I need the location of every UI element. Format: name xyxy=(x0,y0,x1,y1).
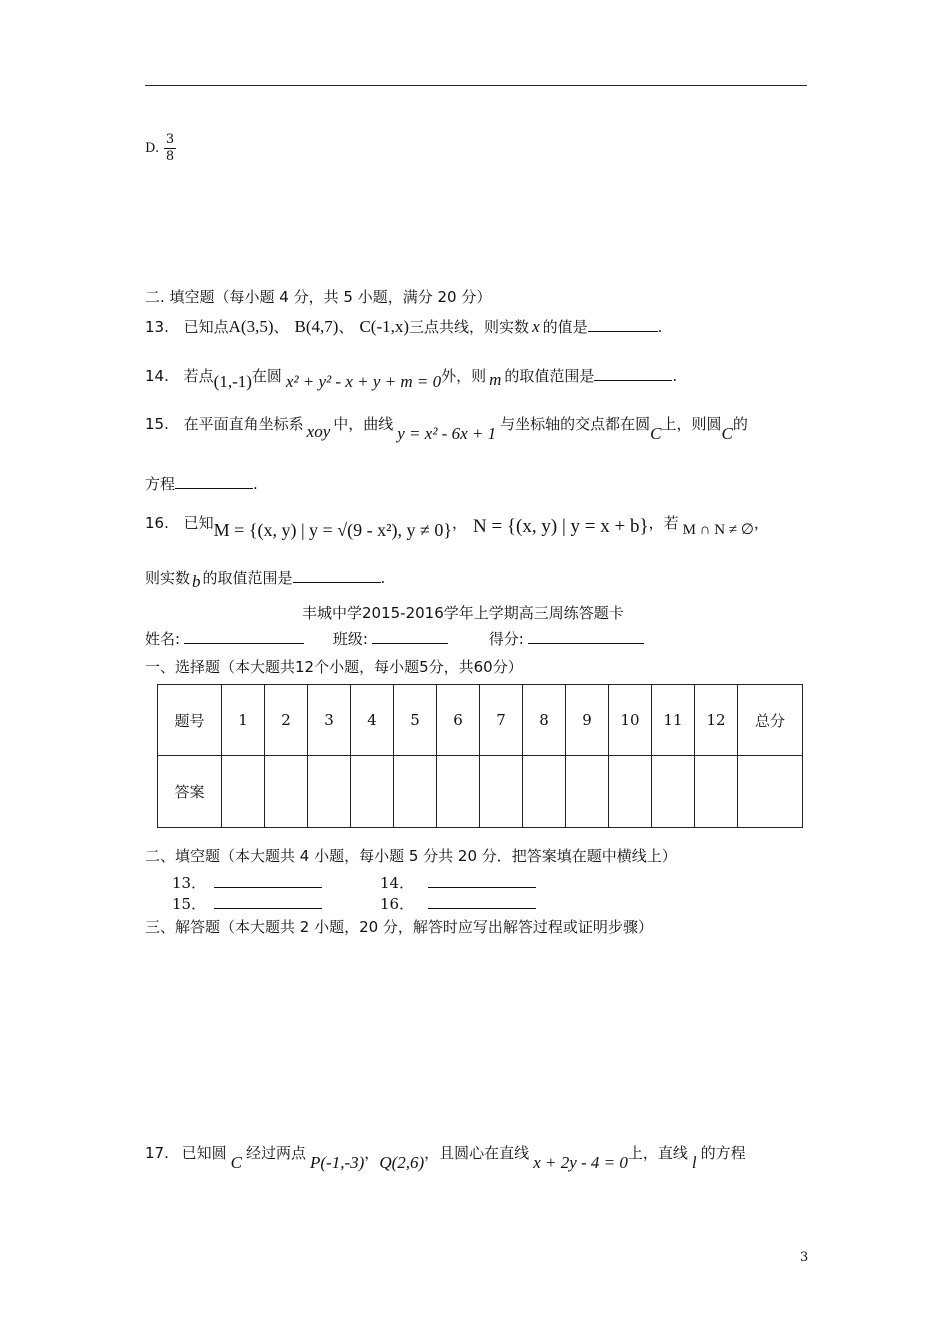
q17-circle-c: C xyxy=(230,1153,242,1172)
table-cell-number: 11 xyxy=(652,685,695,756)
q15-mid2: 与坐标轴的交点都在圆 xyxy=(500,415,651,433)
question-15 xyxy=(145,413,748,443)
q17-number: 17. xyxy=(145,1144,169,1162)
q16-number: 16. xyxy=(145,514,169,532)
q13-end: . xyxy=(657,318,663,336)
table-cell-number: 9 xyxy=(566,685,609,756)
table-cell-number: 2 xyxy=(265,685,308,756)
q14-mid: 在圆 xyxy=(251,367,282,385)
q13-post: 的值是 xyxy=(542,318,588,336)
table-cell-number: 1 xyxy=(222,685,265,756)
table-cell-total: 总分 xyxy=(738,685,803,756)
q16-var-b: b xyxy=(192,572,201,591)
q15-blank[interactable] xyxy=(175,474,253,489)
score-label: 得分: xyxy=(488,630,524,648)
q15-pre: 在平面直角坐标系 xyxy=(183,415,304,433)
table-cell-number: 4 xyxy=(351,685,394,756)
q14-equation: x² + y² - x + y + m = 0 xyxy=(285,372,442,391)
table-answer-row xyxy=(158,756,803,828)
answer-cell[interactable] xyxy=(222,756,265,828)
table-cell-number: 6 xyxy=(437,685,480,756)
table-cell-number: 10 xyxy=(609,685,652,756)
question-15-line2 xyxy=(145,473,258,494)
q15-end: . xyxy=(253,475,258,493)
q13-point-b: B(4,7) xyxy=(294,317,339,336)
answer-cell[interactable] xyxy=(480,756,523,828)
q16-comma3: ， xyxy=(753,514,769,532)
answer-table xyxy=(157,684,803,828)
q13-number: 13. xyxy=(145,318,169,336)
option-d-label: D. xyxy=(145,141,160,156)
q16-comma1: ， xyxy=(451,514,467,532)
blank-15-label: 15． xyxy=(172,895,207,913)
score-field[interactable] xyxy=(528,629,644,644)
question-16-line2 xyxy=(145,567,386,591)
question-17 xyxy=(145,1142,746,1172)
student-info-row xyxy=(145,628,644,649)
q16-blank[interactable] xyxy=(293,568,381,583)
q15-circle-c2: C xyxy=(721,424,733,443)
q15-xoy: xoy xyxy=(306,422,331,441)
q16-line2-pre: 则实数 xyxy=(145,569,191,587)
q17-pre: 已知圆 xyxy=(181,1144,227,1162)
q13-blank[interactable] xyxy=(588,317,658,332)
q13-sep2: 、 xyxy=(338,318,354,336)
q14-pre: 若点 xyxy=(183,367,214,385)
answer-cell[interactable] xyxy=(695,756,738,828)
blank-16-line[interactable] xyxy=(428,894,536,909)
q16-condition: M ∩ N ≠ ∅ xyxy=(682,522,754,538)
q15-mid: 中，曲线 xyxy=(333,415,394,433)
answer-cell[interactable] xyxy=(308,756,351,828)
q13-sep1: 、 xyxy=(273,318,289,336)
table-cell-number: 12 xyxy=(695,685,738,756)
q14-number: 14. xyxy=(145,367,169,385)
answer-cell[interactable] xyxy=(652,756,695,828)
table-cell-answer-label: 答案 xyxy=(158,756,222,828)
q14-mid2: 外，则 xyxy=(441,367,487,385)
answer-cell[interactable] xyxy=(566,756,609,828)
q14-var-m: m xyxy=(489,370,502,389)
blank-14 xyxy=(380,872,536,893)
answer-cell[interactable] xyxy=(437,756,480,828)
q17-mid3: 上，直线 xyxy=(627,1144,688,1162)
q16-end: . xyxy=(380,569,386,587)
fraction-denominator: 8 xyxy=(165,149,175,164)
answer-cell[interactable] xyxy=(609,756,652,828)
card-title: 丰城中学2015-2016学年上学期高三周练答题卡 xyxy=(302,604,624,622)
table-cell-question-label: 题号 xyxy=(158,685,222,756)
q17-mid2: ，且圆心在直线 xyxy=(424,1144,530,1162)
q17-comma: ， xyxy=(364,1144,380,1162)
header-rule xyxy=(145,85,807,86)
class-label: 班级: xyxy=(332,630,368,648)
blank-13 xyxy=(172,872,322,893)
section2-header: 二. 填空题（每小题 4 分，共 5 小题，满分 20 分） xyxy=(145,288,492,306)
blank-15-line[interactable] xyxy=(214,894,322,909)
answer-cell[interactable] xyxy=(351,756,394,828)
q16-line2-post: 的取值范围是 xyxy=(202,569,293,587)
name-label: 姓名: xyxy=(145,630,181,648)
fraction-numerator: 3 xyxy=(165,132,175,147)
blank-14-line[interactable] xyxy=(428,873,536,888)
q16-set-m: M = {(x, y) | y = √(9 - x²), y ≠ 0} xyxy=(213,520,452,540)
q17-point-q: Q(2,6) xyxy=(379,1153,425,1172)
blank-16-label: 16． xyxy=(380,895,415,913)
q15-circle-c1: C xyxy=(650,424,662,443)
blank-13-label: 13． xyxy=(172,874,207,892)
name-field[interactable] xyxy=(184,629,304,644)
q14-blank[interactable] xyxy=(594,366,672,381)
q13-var-x: x xyxy=(532,317,540,336)
q17-mid: 经过两点 xyxy=(246,1144,307,1162)
question-14 xyxy=(145,365,678,391)
q14-post: 的取值范围是 xyxy=(504,367,595,385)
q17-var-l: l xyxy=(691,1153,697,1172)
q16-set-n: N = {(x, y) | y = x + b} xyxy=(473,516,649,537)
q15-curve: y = x² - 6x + 1 xyxy=(397,424,497,443)
table-cell-number: 8 xyxy=(523,685,566,756)
table-cell-number: 3 xyxy=(308,685,351,756)
table-header-row xyxy=(158,685,803,756)
q17-line-eq: x + 2y - 4 = 0 xyxy=(533,1153,628,1172)
blank-13-line[interactable] xyxy=(214,873,322,888)
answer-cell[interactable] xyxy=(265,756,308,828)
table-cell-number: 7 xyxy=(480,685,523,756)
total-cell[interactable] xyxy=(738,756,803,828)
section3-card-header: 三、解答题（本大题共 2 小题，20 分，解答时应写出解答过程或证明步骤） xyxy=(145,918,653,936)
section2-card-header: 二、填空题（本大题共 4 小题，每小题 5 分共 20 分．把答案填在题中横线上） xyxy=(145,847,677,865)
q17-point-p: P(-1,-3) xyxy=(310,1153,365,1172)
q13-point-c: C(-1,x) xyxy=(359,317,410,336)
answer-cell[interactable] xyxy=(394,756,437,828)
q15-mid3: 上，则圆 xyxy=(661,415,722,433)
option-d xyxy=(145,132,176,165)
q13-point-a: A(3,5) xyxy=(228,317,274,336)
q15-line2-label: 方程 xyxy=(145,475,176,493)
q13-mid: 三点共线，则实数 xyxy=(409,318,530,336)
q14-end: . xyxy=(672,367,678,385)
section1-card-header: 一、选择题（本大题共12个小题，每小题5分，共60分） xyxy=(145,658,523,676)
class-field[interactable] xyxy=(372,629,448,644)
q16-pre: 已知 xyxy=(183,514,214,532)
question-16 xyxy=(145,512,769,540)
blank-15 xyxy=(172,893,322,914)
q15-post: 的 xyxy=(732,415,748,433)
blank-16 xyxy=(380,893,536,914)
blank-14-label: 14． xyxy=(380,874,415,892)
q14-point: (1,-1) xyxy=(213,372,252,391)
q16-comma2: ，若 xyxy=(648,514,679,532)
answer-cell[interactable] xyxy=(523,756,566,828)
q15-number: 15. xyxy=(145,415,169,433)
table-cell-number: 5 xyxy=(394,685,437,756)
q17-post: 的方程 xyxy=(700,1144,746,1162)
page-number: 3 xyxy=(800,1250,809,1265)
option-d-fraction xyxy=(164,132,176,165)
question-13 xyxy=(145,316,662,337)
q13-pre: 已知点 xyxy=(183,318,229,336)
